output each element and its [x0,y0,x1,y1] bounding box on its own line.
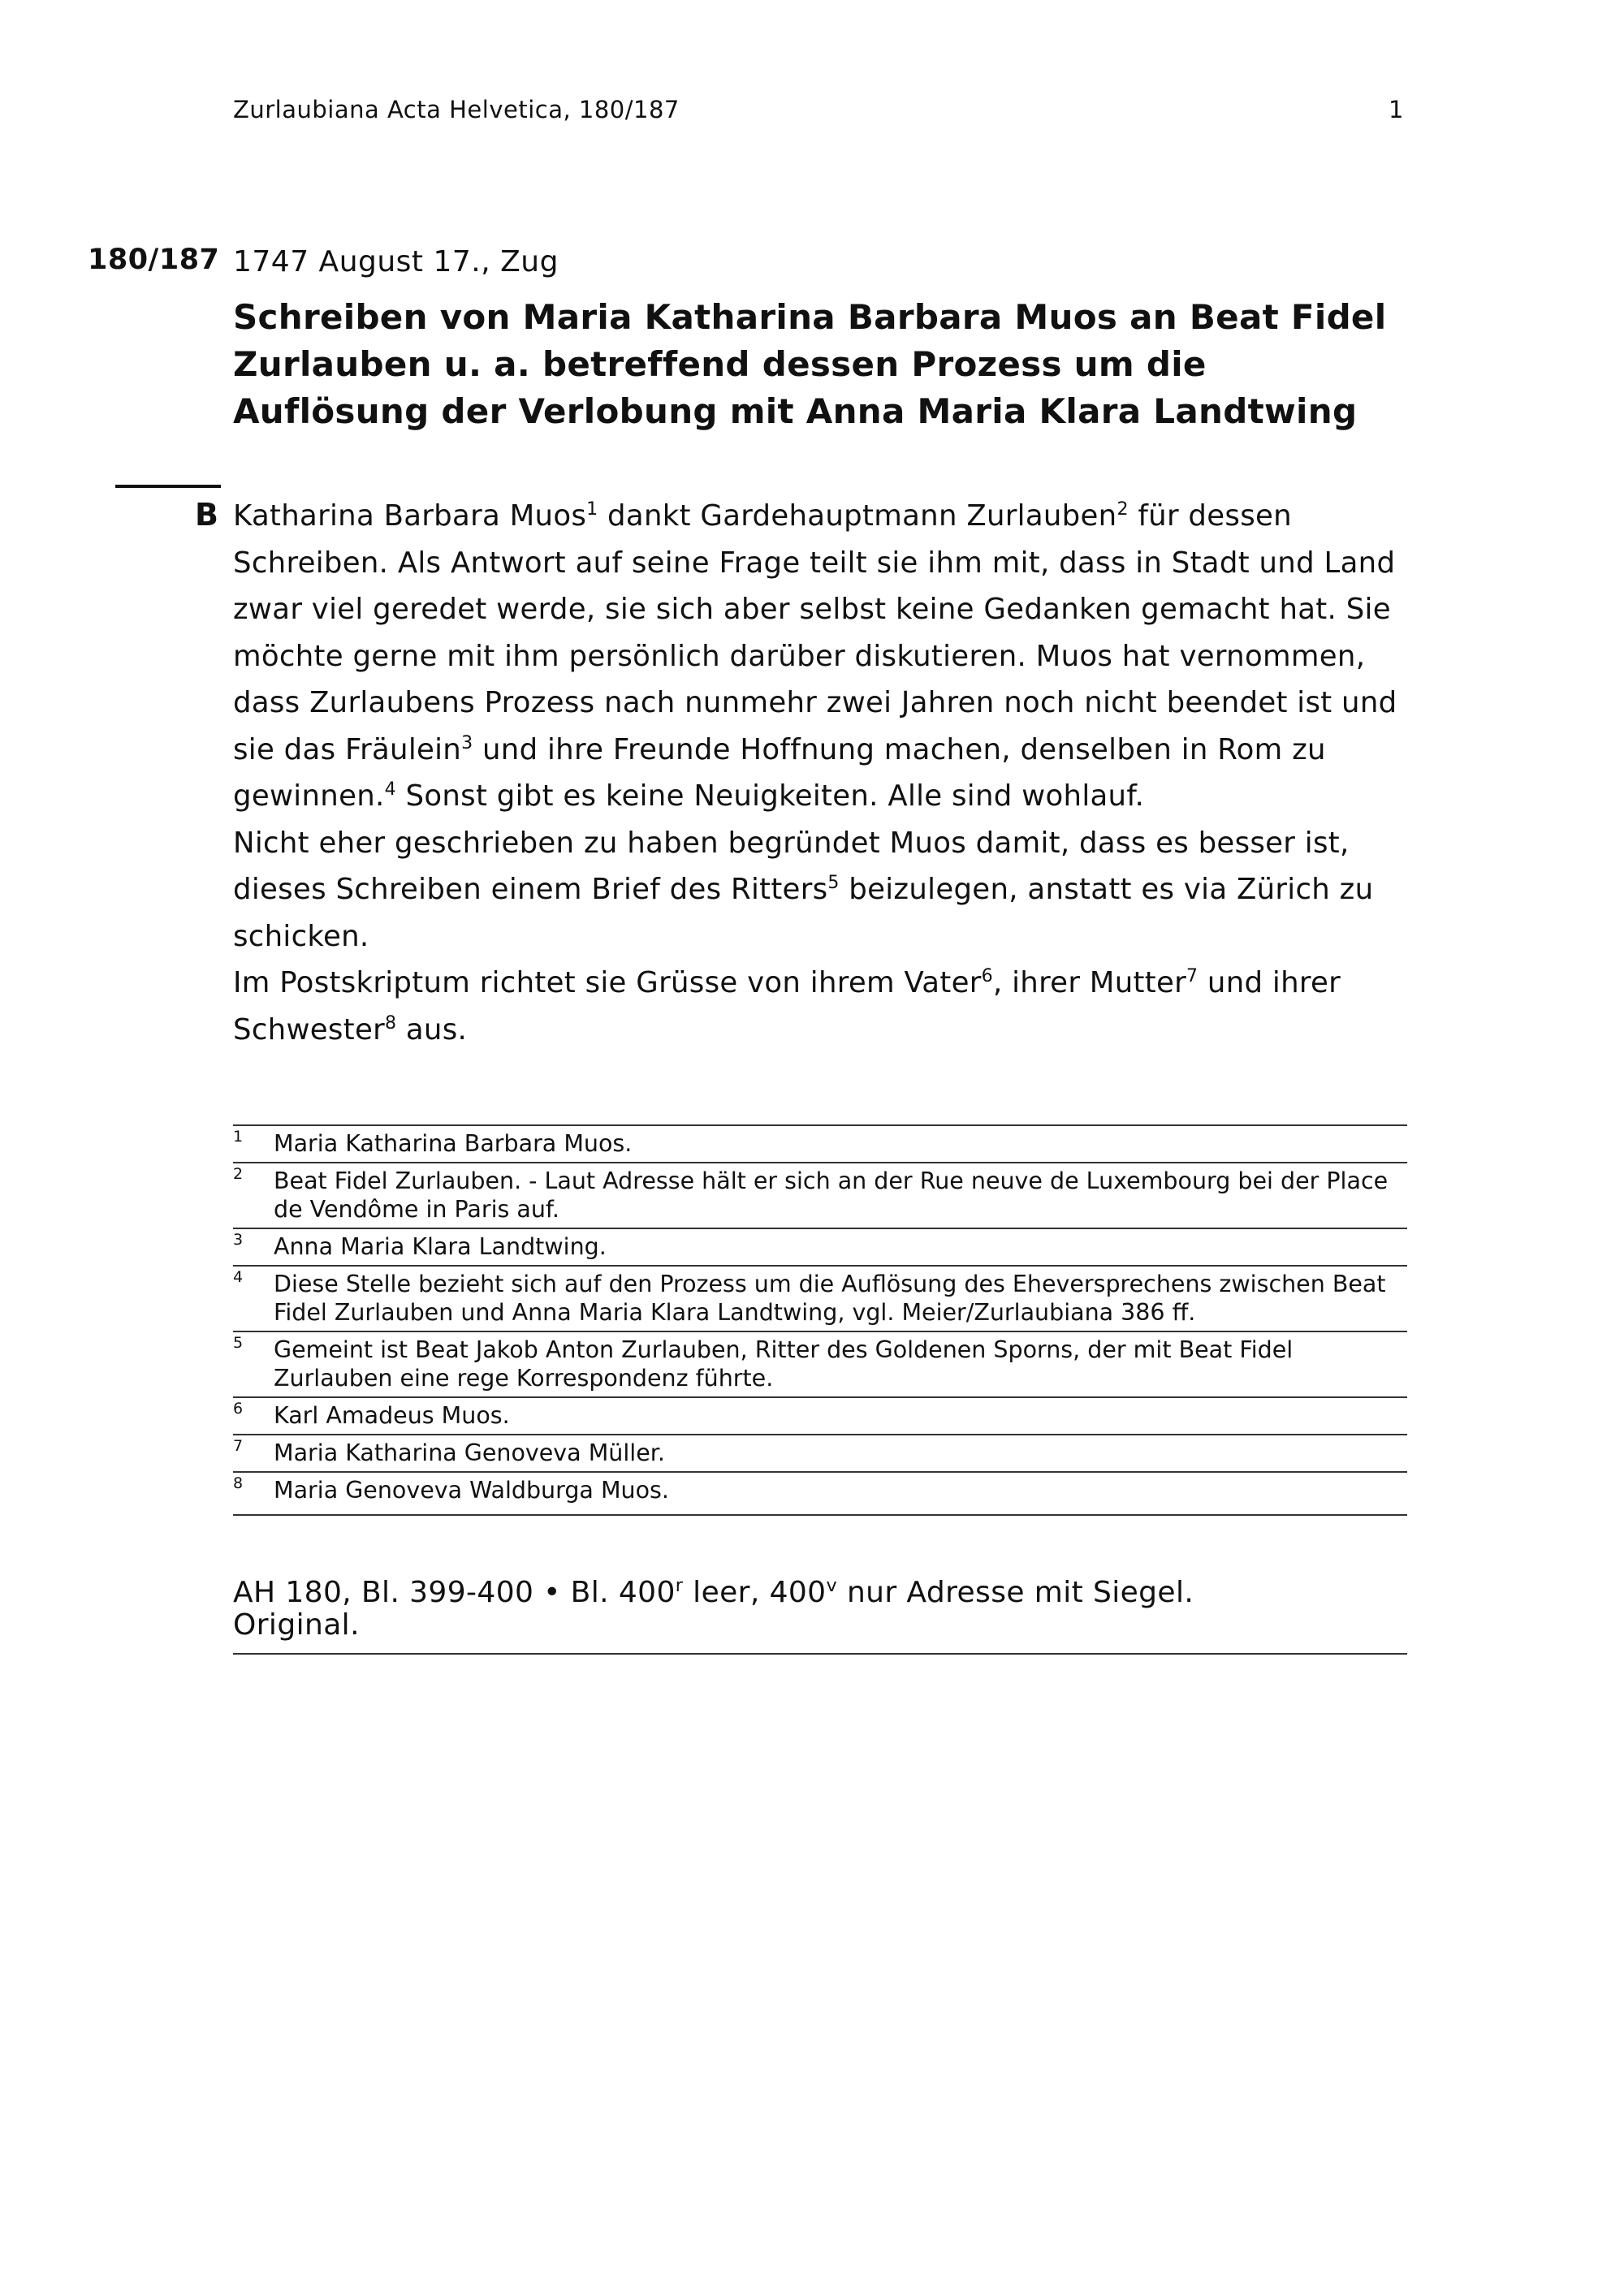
footnote-text: Beat Fidel Zurlauben. - Laut Adresse hält er sich an der Rue neuve de Luxembourg bei der Place de Vendôme in Paris auf. [274,1163,1407,1228]
footnote-ref: 4 [384,779,396,801]
source-sup: v [826,1575,838,1596]
footnote-text: Karl Amadeus Muos. [274,1397,1407,1435]
footnote-row [233,1331,1407,1397]
footnote-ref: 1 [586,499,598,520]
source-text-span: leer, 400 [683,1576,827,1609]
footnote-ref: 8 [384,1012,397,1034]
footnote-text: Maria Katharina Genoveva Müller. [274,1435,1407,1472]
footnote-number: 3 [233,1228,274,1266]
footnote-ref: 5 [827,873,840,894]
footnote-text: Maria Genoveva Waldburga Muos. [274,1472,1407,1515]
footnote-text: Diese Stelle bezieht sich auf den Prozess um die Auflösung des Eheversprechens zwischen Beat Fidel Zurlauben und Anna Maria Klara Landtwing, vgl. Meier/Zurlaubiana 386 ff. [274,1266,1407,1331]
summary-paragraph [233,960,1402,1053]
summary-paragraph [233,820,1402,960]
summary-paragraph [233,493,1402,820]
footnote-row [233,1228,1407,1266]
footnote-text: Maria Katharina Barbara Muos. [274,1125,1407,1163]
footnote-ref: 6 [981,966,993,987]
section-letter: B [195,497,218,533]
footnote-ref: 2 [1116,499,1129,520]
section-rule [115,485,221,488]
summary-text-span: beizulegen, anstatt es via Zürich zu schicken. [233,873,1374,953]
footnote-number: 4 [233,1266,274,1331]
summary-text-span: und ihrer Schwester [233,966,1341,1047]
document-number: 180/187 [88,244,220,276]
summary-text-span: für dessen Schreiben. Als Antwort auf seine Frage teilt sie ihm mit, dass in Stadt und Land zwar viel geredet werde, sie sich aber selbst keine Gedanken gemacht hat. Sie möchte gerne mit ihm persönlich darüber diskutieren. Muos hat vernommen, dass Zurlaubens Prozess nach nunmehr zwei Jahren noch nicht beendet ist und sie das Fräulein [233,499,1397,766]
footnote-ref: 7 [1186,966,1199,987]
summary-text-span: aus. [396,1012,468,1047]
source-text-span: AH 180, Bl. 399-400 • Bl. 400 [233,1576,676,1609]
summary-text-span: Nicht eher geschrieben zu haben begründet Muos damit, dass es besser ist, dieses Schreiben einem Brief des Ritters [233,826,1350,906]
footnote-number: 7 [233,1435,274,1472]
footnote-row [233,1125,1407,1163]
footnote-number: 8 [233,1472,274,1515]
summary-text-span: dankt Gardehauptmann Zurlauben [598,499,1117,533]
source-text-span: nur Adresse mit Siegel. [837,1576,1194,1609]
source-line: Original. [233,1608,360,1642]
summary-text-span: Sonst gibt es keine Neuigkeiten. Alle sind wohlauf. [395,779,1145,813]
footnote-text: Gemeint ist Beat Jakob Anton Zurlauben, Ritter des Goldenen Sporns, der mit Beat Fidel Zurlauben eine rege Korrespondenz führte. [274,1331,1407,1397]
footnote-row [233,1266,1407,1331]
footnote-row [233,1472,1407,1515]
summary-text-span: und ihre Freunde Hoffnung machen, denselben in Rom zu gewinnen. [233,732,1326,813]
footnote-row [233,1163,1407,1228]
source-sup: r [675,1575,684,1596]
summary-text-span: Katharina Barbara Muos [233,499,587,533]
footnote-number: 5 [233,1331,274,1397]
summary-text-span: Im Postskriptum richtet sie Grüsse von ihrem Vater [233,966,982,999]
running-header: Zurlaubiana Acta Helvetica, 180/187 [233,96,680,123]
summary-text-span: , ihrer Mutter [992,966,1187,999]
footnote-number: 6 [233,1397,274,1435]
source-note [233,1577,1407,1655]
source-line [233,1577,1407,1609]
footnote-ref: 3 [461,732,473,753]
footnotes-table [233,1124,1407,1516]
document-title: Schreiben von Maria Katharina Barbara Muos an Beat Fidel Zurlauben u. a. betreffend dessen Prozess um die Auflösung der Verlobung mit Anna Maria Klara Landtwing [233,297,1387,431]
footnote-number: 2 [233,1163,274,1228]
footnote-row [233,1435,1407,1472]
summary-text [233,493,1402,1053]
footnote-number: 1 [233,1125,274,1163]
page-number: 1 [1389,96,1404,123]
footnote-row [233,1397,1407,1435]
document-date: 1747 August 17., Zug [233,245,559,278]
footnote-text: Anna Maria Klara Landtwing. [274,1228,1407,1266]
